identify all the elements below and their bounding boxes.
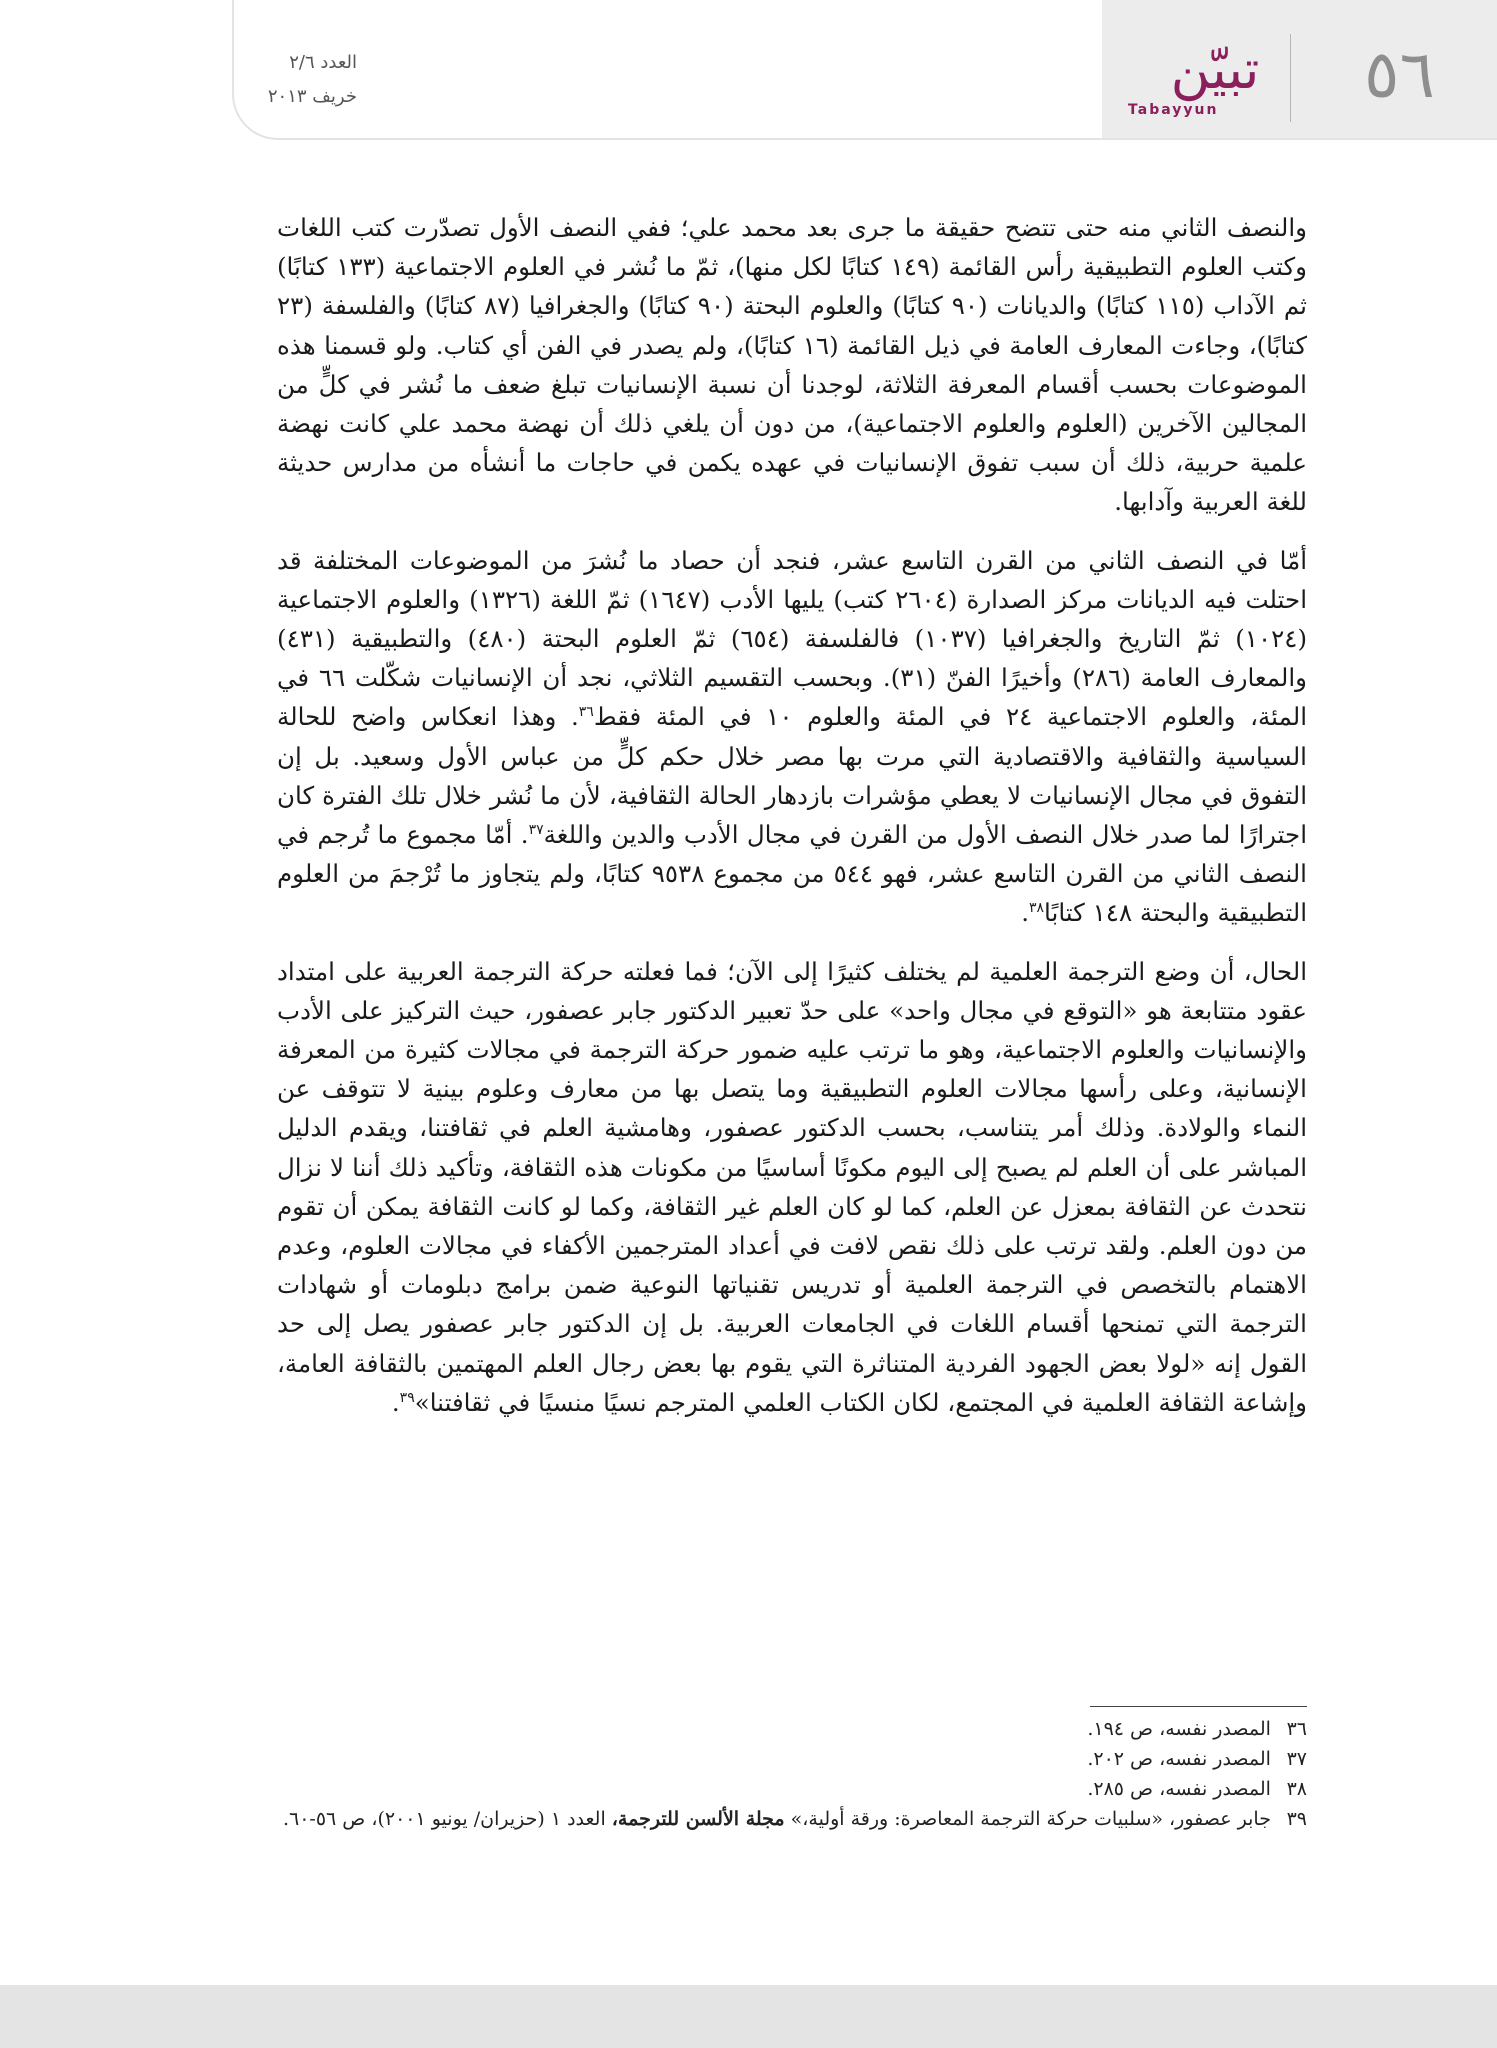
footnote-ref-39[interactable]: ٣٩ xyxy=(399,1389,415,1406)
footnote-ref-38[interactable]: ٣٨ xyxy=(1028,900,1045,917)
footnote-number: ٣٩ xyxy=(1286,1808,1307,1830)
paragraph-2: أمّا في النصف الثاني من القرن التاسع عشر، فنجد أن حصاد ما نُشرَ من الموضوعات المختلفة قد احتلت فيه الديانات مركز الصدارة (٢٦٠٤ كتب) يليها الأدب (١٦٤٧) ثمّ اللغة (١٣٢٦) والعلوم الاجتماعية (١٠٢٤) ثمّ التاريخ والجغرافيا (١٠٣٧) فالفلسفة (٦٥٤) ثمّ العلوم البحتة (٤٨٠) والتطبيقية (٤٣١) والمعارف العامة (٢٨٦) وأخيرًا الفنّ (٣١). وبحسب التقسيم الثلاثي، نجد أن الإنسانيات شكّلت ٦٦ في المئة، والعلوم الاجتماعية ٢٤ في المئة والعلوم ١٠ في المئة فقط$^{٣٦}$. وهذا انعكاس واضح للحالة السياسية والثقافية والاقتصادية التي مرت بها مصر خلال حكم كلٍّ من عباس الأول وسعيد. بل إن التفوق في مجال الإنسانيات لا يعطي مؤشرات بازدهار الحالة الثقافية، لأن ما نُشر خلال تلك الفترة كان اجترارًا لما صدر خلال النصف الأول من القرن في مجال الأدب والدين واللغة$^{٣٧}$. أمّا مجموع ما تُرجم في النصف الثاني من القرن التاسع عشر، فهو ٥٤٤ من مجموع ٩٥٣٨ كتابًا، ولم يتجاوز ما تُرْجمَ من العلوم التطبيقية والبحتة ١٤٨ كتابًا$^{٣٨}$. xyxy=(277,545,1308,928)
footnote-rule xyxy=(1090,1706,1307,1707)
footnotes xyxy=(277,1714,1307,1834)
footnote-text-b: العدد ١ (حزيران/ يونيو ٢٠٠١)، ص ٥٦-٦٠. xyxy=(282,1808,606,1830)
logo-arabic: تبيّن xyxy=(1170,38,1260,101)
footnote-text: المصدر نفسه، ص ٢٨٥. xyxy=(1087,1778,1271,1800)
issue-label: العدد ٢/٦ xyxy=(289,52,357,73)
season-label: خريف ٢٠١٣ xyxy=(267,86,357,107)
footnote-38 xyxy=(277,1774,1307,1804)
journal-title: مجلة الألسن للترجمة، xyxy=(611,1808,785,1830)
paragraph-3: الحال، أن وضع الترجمة العلمية لم يختلف كثيرًا إلى الآن؛ فما فعلته حركة الترجمة العربية على امتداد عقود متتابعة هو «التوقع في مجال واحد» على حدّ تعبير الدكتور جابر عصفور، حيث التركيز على الأدب والإنسانيات والعلوم الاجتماعية، وهو ما ترتب عليه ضمور حركة الترجمة في مجالات كثيرة من المعرفة الإنسانية، وعلى رأسها مجالات العلوم التطبيقية وما يتصل بها من معارف وعلوم بينية لا تتوقف عن النماء والولادة. وذلك أمر يتناسب، بحسب الدكتور عصفور، وهامشية العلم في ثقافتنا، ويقدم الدليل المباشر على أن العلم لم يصبح إلى اليوم مكونًا أساسيًا من مكونات هذه الثقافة، وتأكيد ذلك أننا لا نزال نتحدث عن الثقافة بمعزل عن العلم، كما لو كان العلم غير الثقافة، وكما لو كانت الثقافة يمكن أن تقوم من دون العلم. ولقد ترتب على ذلك نقص لافت في أعداد المترجمين الأكفاء في مجالات العلوم، وعدم الاهتمام بالتخصص في الترجمة العلمية أو تدريس تقنياتها النوعية ضمن برامج دبلومات أو شهادات الترجمة التي تمنحها أقسام اللغات في الجامعات العربية. بل إن الدكتور جابر عصفور يصل إلى حد القول إنه «لولا بعض الجهود الفردية المتناثرة التي يقوم بها بعض رجال العلم المهتمين بالثقافة العامة، وإشاعة الثقافة العلمية في المجتمع، لكان الكتاب العلمي المترجم نسيًا منسيًا في ثقافتنا»$^{٣٩}$. xyxy=(277,956,1308,1417)
footnote-ref-36[interactable]: ٣٦ xyxy=(578,704,594,721)
footnote-ref-37[interactable]: ٣٧ xyxy=(528,821,544,838)
footnote-39 xyxy=(277,1804,1307,1834)
issue-info xyxy=(268,46,357,114)
footnote-37 xyxy=(277,1744,1307,1774)
paragraph-3-text: الحال، أن وضع الترجمة العلمية لم يختلف كثيرًا إلى الآن؛ فما فعلته حركة الترجمة العربية على امتداد عقود متتابعة هو «التوقع في مجال واحد» على حدّ تعبير الدكتور جابر عصفور، حيث التركيز على الأدب والإنسانيات والعلوم الاجتماعية، وهو ما ترتب عليه ضمور حركة الترجمة في مجالات كثيرة من المعرفة الإنسانية، وعلى رأسها مجالات العلوم التطبيقية وما يتصل بها من معارف وعلوم بينية لا تتوقف عن النماء والولادة. وذلك أمر يتناسب، بحسب الدكتور عصفور، وهامشية العلم في ثقافتنا، ويقدم الدليل المباشر على أن العلم لم يصبح إلى اليوم مكونًا أساسيًا من مكونات هذه الثقافة، وتأكيد ذلك أننا لا نزال نتحدث عن الثقافة بمعزل عن العلم، كما لو كان العلم غير الثقافة، وكما لو كانت الثقافة يمكن أن تقوم من دون العلم. ولقد ترتب على ذلك نقص لافت في أعداد المترجمين الأكفاء في مجالات العلوم، وعدم الاهتمام بالتخصص في الترجمة العلمية أو تدريس تقنياتها النوعية ضمن برامج دبلومات أو شهادات الترجمة التي تمنحها أقسام اللغات في الجامعات العربية. بل إن الدكتور جابر عصفور يصل إلى حد القول إنه «لولا بعض الجهود الفردية المتناثرة التي يقوم بها بعض رجال العلم المهتمين بالثقافة العامة، وإشاعة الثقافة العلمية في المجتمع، لكان الكتاب العلمي المترجم نسيًا منسيًا في ثقافتنا» xyxy=(277,956,1308,1417)
bottom-band xyxy=(0,1985,1497,2048)
logo-latin: Tabayyun xyxy=(1128,102,1219,118)
article-body xyxy=(277,208,1307,1441)
footnote-number: ٣٦ xyxy=(1286,1718,1307,1740)
page-number: ٥٦ xyxy=(1364,36,1435,113)
paragraph-2-cont-a: . وهذا انعكاس واضح للحالة السياسية والثقافية والاقتصادية التي مرت بها مصر خلال حكم كلٍّ من عباس الأول وسعيد. بل إن التفوق في مجال الإنسانيات لا يعطي مؤشرات بازدهار الحالة الثقافية، لأن ما نُشر خلال تلك الفترة كان اجترارًا لما صدر خلال النصف الأول من القرن في مجال الأدب والدين واللغة xyxy=(277,702,1307,850)
footnote-number: ٣٧ xyxy=(1286,1748,1307,1770)
paragraph-1: والنصف الثاني منه حتى تتضح حقيقة ما جرى بعد محمد علي؛ ففي النصف الأول تصدّرت كتب اللغات وكتب العلوم التطبيقية رأس القائمة (١٤٩ كتابًا لكل منها)، ثمّ ما نُشر في العلوم الاجتماعية (١٣٣ كتابًا) ثم الآداب (١١٥ كتابًا) والديانات (٩٠ كتابًا) والعلوم البحتة (٩٠ كتابًا) والجغرافيا (٨٧ كتابًا) والفلسفة (٢٣ كتابًا)، وجاءت المعارف العامة في ذيل القائمة (١٦ كتابًا)، ولم يصدر في الفن أي كتاب. ولو قسمنا هذه الموضوعات بحسب أقسام المعرفة الثلاثة، لوجدنا أن نسبة الإنسانيات تبلغ ضعف ما نُشر في كلٍّ من المجالين الآخرين (العلوم والعلوم الاجتماعية)، من دون أن يلغي ذلك أن نهضة محمد علي كانت نهضة علمية حربية، ذلك أن سبب تفوق الإنسانيات في عهده يكمن في حاجات ما أنشأه من مدارس حديثة للغة العربية وآدابها. xyxy=(277,213,1307,517)
footnote-36 xyxy=(277,1714,1307,1744)
paragraph-2-text: أمّا في النصف الثاني من القرن التاسع عشر، فنجد أن حصاد ما نُشرَ من الموضوعات المختلفة قد احتلت فيه الديانات مركز الصدارة (٢٦٠٤ كتب) يليها الأدب (١٦٤٧) ثمّ اللغة (١٣٢٦) والعلوم الاجتماعية (١٠٢٤) ثمّ التاريخ والجغرافيا (١٠٣٧) فالفلسفة (٦٥٤) ثمّ العلوم البحتة (٤٨٠) والتطبيقية (٤٣١) والمعارف العامة (٢٨٦) وأخيرًا الفنّ (٣١). وبحسب التقسيم الثلاثي، نجد أن الإنسانيات شكّلت ٦٦ في المئة، والعلوم الاجتماعية ٢٤ في المئة والعلوم ١٠ في المئة فقط xyxy=(277,545,1308,732)
journal-logo xyxy=(1118,40,1303,130)
footnote-text-a: جابر عصفور، «سلبيات حركة الترجمة المعاصرة: ورقة أولية،» xyxy=(790,1808,1271,1830)
footnote-text: المصدر نفسه، ص ٢٠٢. xyxy=(1087,1748,1271,1770)
logo-divider xyxy=(1290,34,1291,122)
footnote-number: ٣٨ xyxy=(1286,1778,1307,1800)
footnote-text: المصدر نفسه، ص ١٩٤. xyxy=(1087,1718,1271,1740)
paragraph-2-cont-b: . أمّا مجموع ما تُرجم في النصف الثاني من القرن التاسع عشر، فهو ٥٤٤ من مجموع ٩٥٣٨ كتابًا، ولم يتجاوز ما تُرْجمَ من العلوم التطبيقية والبحتة ١٤٨ كتابًا xyxy=(277,820,1307,928)
